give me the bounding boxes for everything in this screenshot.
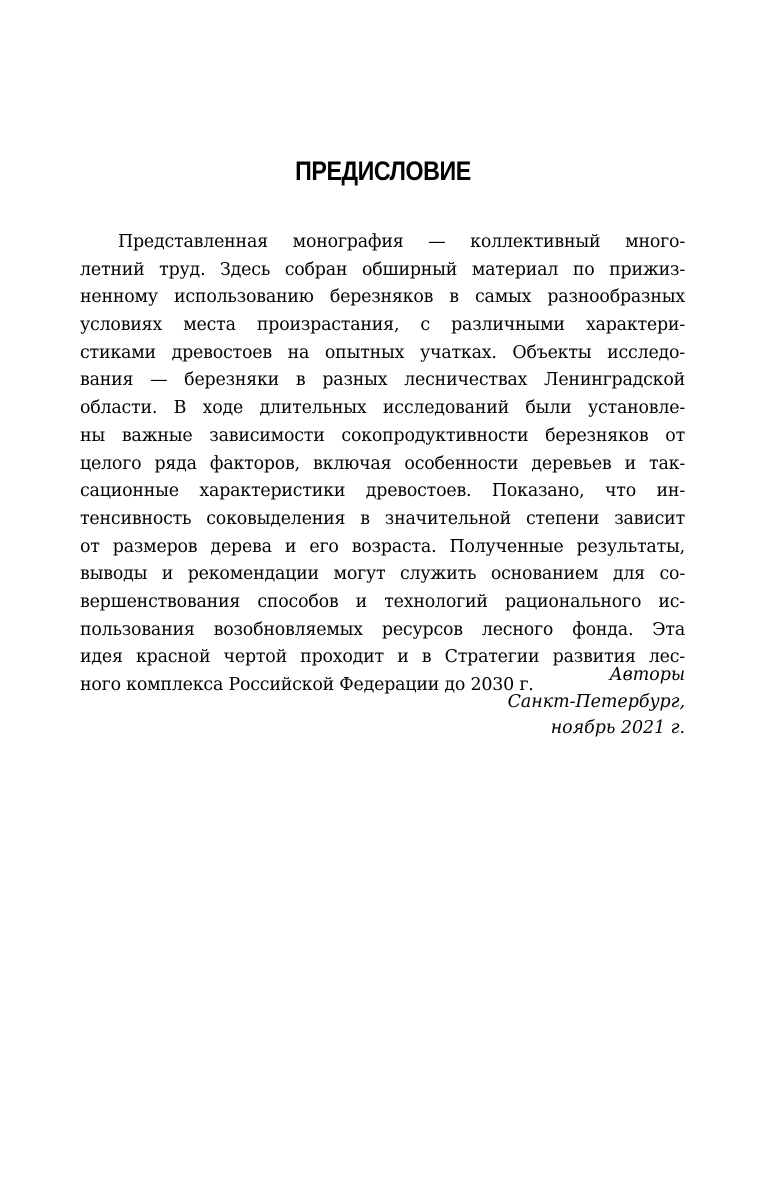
paragraph-line: пользования возобновляемых ресурсов лесного фонда. Эта [80, 619, 685, 640]
paragraph-line: ного комплекса Российской Федерации до 2030 г. [80, 675, 534, 695]
paragraph-line: сационные характеристики древостоев. Показано, что ин- [80, 481, 685, 502]
paragraph-line: условиях места произрастания, с различными характери- [80, 315, 685, 336]
paragraph-line: области. В ходе длительных исследований были установле- [80, 398, 685, 419]
paragraph-line: ны важные зависимости сокопродуктивности березняков от [80, 425, 685, 446]
paragraph-line: от размеров дерева и его возраста. Полученные результаты, [80, 536, 685, 557]
paragraph-line: стиками древостоев на опытных учатках. Объекты исследо- [80, 342, 685, 363]
paragraph-line: вания — березняки в разных лесничествах Ленинградской [80, 370, 685, 391]
paragraph-line: вершенствования способов и технологий рационального ис- [80, 591, 685, 612]
paragraph-line: целого ряда факторов, включая особенности деревьев и так- [80, 453, 685, 474]
paragraph-line: Представленная монография — коллективный много- [118, 232, 685, 252]
paragraph-line: ненному использованию березняков в самых разнообразных [80, 287, 685, 308]
signature-author: Авторы [609, 665, 685, 685]
page-title: ПРЕДИСЛОВИЕ [295, 156, 471, 186]
paragraph-line: идея красной чертой проходит и в Стратегии развития лес- [80, 647, 685, 668]
signature-city: Санкт-Петербург, [507, 691, 685, 712]
paragraph-line: выводы и рекомендации могут служить основанием для со- [80, 564, 685, 585]
paragraph-line: тенсивность соковыделения в значительной степени зависит [80, 508, 685, 529]
signature-date: ноябрь 2021 г. [550, 718, 685, 738]
paragraph-line: летний труд. Здесь собран обширный материал по прижиз- [80, 259, 685, 280]
signature-block [508, 662, 685, 742]
preface-paragraph [80, 229, 685, 700]
